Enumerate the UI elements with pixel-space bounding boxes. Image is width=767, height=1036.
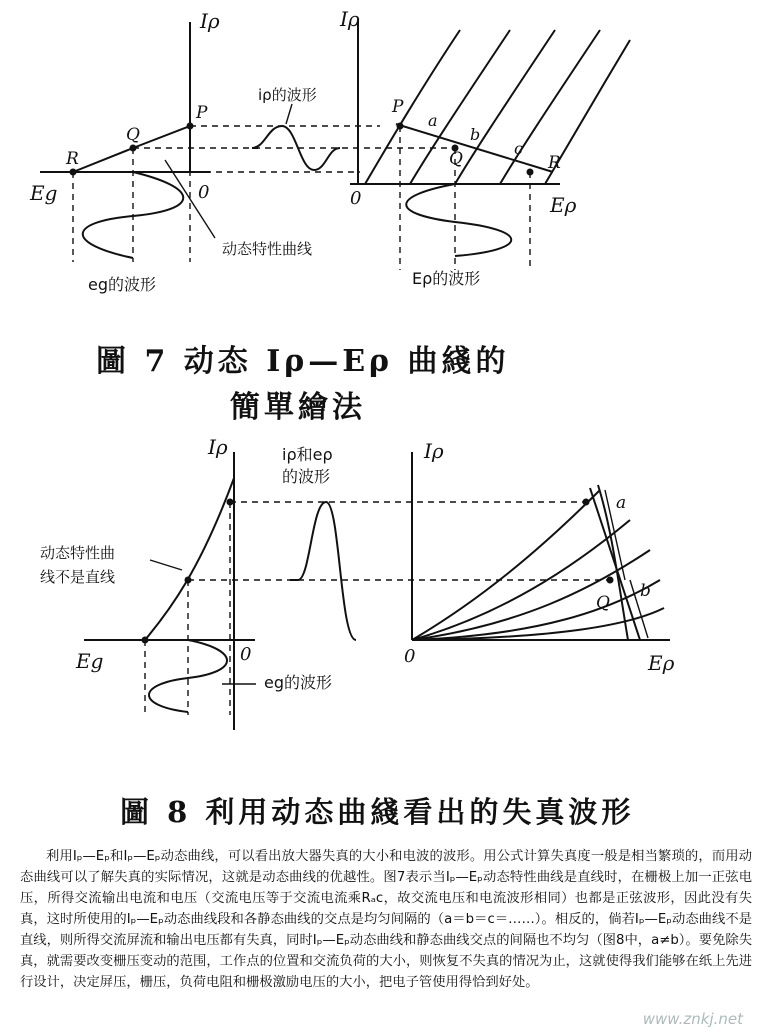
fig8-axis-ep: Eρ xyxy=(648,651,675,675)
figure-7-caption-line1: 圖 7 动态 Iρ—Eρ 曲綫的 xyxy=(96,344,510,379)
fig8-wave-label-line1: iρ和eρ xyxy=(282,445,333,464)
point-q-right: Q xyxy=(449,149,463,169)
point-p-left: P xyxy=(196,103,208,123)
fig8-seg-b: b xyxy=(640,581,651,601)
fig8-axis-eg: Eg xyxy=(76,649,104,673)
axis-eg-label: Eg xyxy=(30,181,58,205)
eg-waveform-label: eg的波形 xyxy=(88,275,157,294)
figure-8-diagram xyxy=(0,430,767,730)
body-paragraph: 利用Iₚ—Eₚ和Iₚ—Eₚ动态曲线，可以看出放大器失真的大小和电波的波形。用公式计算失真度一般是相当繁琐的，而用动态曲线可以了解失真的实际情况，这就是动态曲线的优越性。图7表示当Iₚ—Eₚ动态特性曲线是直线时，在栅极上加一正弦电压，所得交流输出电流和电压（交流电压等于交流电流乘Rₐc，故交流电压和电流波形相同）也都是正弦波形，因此没有失真，这时所使用的Iₚ—Eₚ动态曲线段和各静态曲线的交点是均匀间隔的（a＝b＝c＝……）。相反的，倘若Iₚ—Eₚ动态曲线不是直线，则所得交流屏流和输出电压都有失真，同时Iₚ—Eₚ动态曲线和静态曲线交点的间隔也不均匀（图8中，a≠b）。要免除失真，就需要改变栅压变动的范围，工作点的位置和交流负荷的大小，则恢复不失真的情况为止，这就使得我们能够在纸上先进行设计，决定屏压，栅压，负荷电阻和栅极激励电压的大小，把电子管使用得恰到好处。 xyxy=(20,849,752,990)
fig8-not-straight-line2: 线不是直线 xyxy=(40,568,116,586)
ep-waveform-label: Eρ的波形 xyxy=(412,269,481,288)
fig8-eg-wave-label: eg的波形 xyxy=(264,673,333,692)
point-r-left: R xyxy=(66,149,79,169)
watermark: www.znkj.net xyxy=(642,1010,743,1028)
fig8-not-straight-line1: 动态特性曲 xyxy=(40,544,116,562)
origin-right: 0 xyxy=(350,188,362,209)
segment-a-label: a xyxy=(428,111,438,130)
segment-c-label: c xyxy=(514,139,523,158)
origin-left: 0 xyxy=(198,182,210,203)
dynamic-curve-label: 动态特性曲线 xyxy=(222,240,313,258)
ip-waveform-label: iρ的波形 xyxy=(258,86,317,104)
segment-b-label: b xyxy=(470,125,481,144)
point-q-left: Q xyxy=(126,125,140,145)
axis-ip-label-right: Iρ xyxy=(340,7,360,31)
axis-ip-label-left: Iρ xyxy=(200,9,220,33)
fig8-wave-label-line2: 的波形 xyxy=(282,467,331,486)
figure-7-caption-line2: 簡單繪法 xyxy=(230,390,366,425)
fig8-axis-ip-right: Iρ xyxy=(424,439,444,463)
figure-8-caption: 圖 8 利用动态曲綫看出的失真波形 xyxy=(120,795,635,829)
point-r-right: R xyxy=(548,153,561,173)
fig8-point-q: Q xyxy=(596,593,610,613)
point-p-right: P xyxy=(392,97,404,117)
axis-ep-label: Eρ xyxy=(550,193,577,217)
fig8-axis-ip-left: Iρ xyxy=(208,435,228,459)
figure-7-diagram xyxy=(0,0,767,320)
fig8-seg-a: a xyxy=(616,493,627,513)
fig8-origin-left: 0 xyxy=(240,644,252,665)
fig8-origin-right: 0 xyxy=(404,646,416,667)
